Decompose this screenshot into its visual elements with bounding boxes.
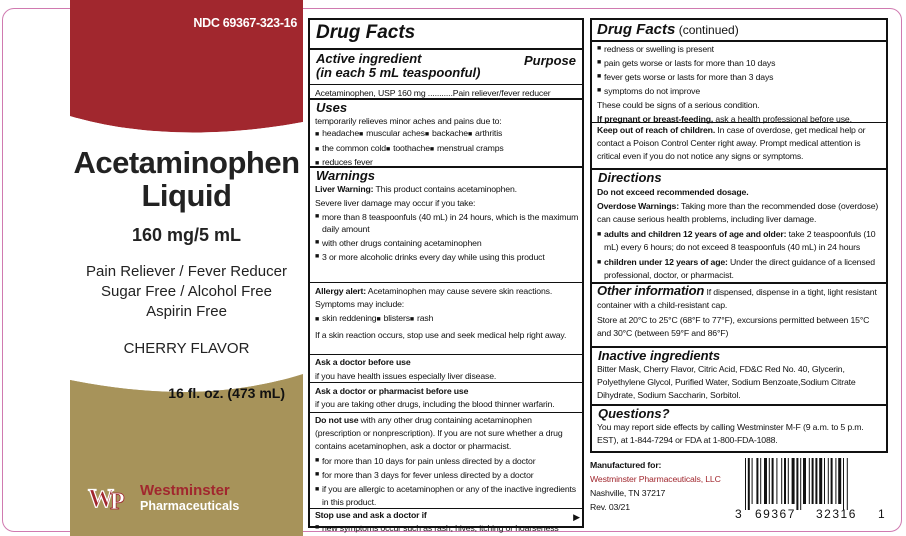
- barcode-bar: [769, 458, 770, 504]
- uses-item: ■ muscular aches: [359, 128, 425, 138]
- barcode-bar: [847, 458, 848, 510]
- product-name-line2: Liquid: [141, 178, 232, 213]
- symptom-item: ■ rash: [410, 313, 433, 323]
- uses-item: ■ menstrual cramps: [430, 143, 504, 153]
- brand-subname: Pharmaceuticals: [140, 499, 240, 513]
- adults-label: adults and children 12 years of age and older:: [604, 229, 787, 239]
- barcode-last-digit: 1: [878, 507, 885, 521]
- allergy-label: Allergy alert:: [315, 286, 367, 296]
- uses-intro: temporarily relieves minor aches and pains due to:: [315, 116, 502, 126]
- uses-item: ■ backache: [425, 128, 468, 138]
- barcode-bar: [812, 458, 814, 504]
- stop-use-item: ■ new symptoms occur such as rash, hives, itching or hoarseness: [310, 522, 582, 534]
- flavor: CHERRY FLAVOR: [123, 340, 250, 357]
- drug-facts-panel: [308, 18, 584, 533]
- barcode-bar: [764, 458, 767, 504]
- active-ingredient-line: Acetaminophen, USP 160 mg ...........Pain reliever/fever reducer: [310, 84, 582, 99]
- svg-text:W: W: [88, 484, 114, 513]
- manufacturer-info: [590, 459, 730, 513]
- brand-name: Westminster: [140, 482, 230, 499]
- keep-out-text: In case of overdose, get medical help or contact a Poison Control Center right away. Prompt medical attention is critical even if you do not notice any signs or symptoms.: [597, 125, 866, 161]
- continued-title: [592, 21, 739, 39]
- directions-heading: Directions: [598, 170, 662, 185]
- allergy-stop: If a skin reaction occurs, stop use and seek medical help right away.: [315, 330, 567, 340]
- product-name-line1: Acetaminophen: [73, 145, 300, 180]
- liver-warning-text: This product contains acetaminophen.: [373, 184, 517, 194]
- uses-section: [310, 98, 582, 168]
- barcode-bar: [815, 458, 817, 504]
- pregnant-text: ask a health professional before use.: [713, 114, 852, 124]
- liver-warning: [310, 183, 582, 195]
- barcode-bar: [809, 458, 810, 504]
- barcode-bar: [748, 458, 750, 510]
- upc-barcode: [735, 458, 885, 524]
- liver-item: ■ more than 8 teaspoonfuls (40 mL) in 24 hours, which is the maximum daily amount: [310, 211, 582, 235]
- symptom-item: ■ blisters: [377, 313, 410, 323]
- claim-pain-fever: Pain Reliever / Fever Reducer: [86, 263, 287, 280]
- continued-title-suffix: (continued): [675, 23, 739, 37]
- keep-out-warning: [592, 123, 886, 163]
- adults-dosage: [592, 228, 886, 254]
- do-not-use-section: [310, 412, 582, 508]
- principal-display-panel: [70, 0, 303, 536]
- ask-doctor-text: if you have health issues especially liver disease.: [315, 371, 497, 381]
- keep-out-section: [592, 122, 886, 168]
- do-not-use-item: ■ if you are allergic to acetaminophen or any of the inactive ingredients in this product.: [310, 483, 582, 509]
- cont-item: ■ pain gets worse or lasts for more than 10 days: [592, 57, 886, 69]
- symptom-item: ■ skin reddening: [315, 313, 377, 323]
- active-heading-line2: (in each 5 mL teaspoonful): [316, 65, 481, 80]
- net-volume: 16 fl. oz. (473 mL): [168, 385, 285, 401]
- active-ingredient-section: [310, 48, 582, 100]
- manufacturer-heading: Manufactured for:: [590, 460, 662, 470]
- other-heading: Other information: [597, 283, 705, 298]
- other-text-1: If dispensed, dispense in a tight, light resistant container with a child-resistant cap.: [597, 287, 877, 310]
- allergy-alert: [310, 283, 582, 297]
- other-information-section: [592, 282, 886, 346]
- no-exceed: Do not exceed recommended dosage.: [597, 187, 749, 197]
- liver-intro: Severe liver damage may occur if you take:: [315, 198, 476, 208]
- uses-item: ■ reduces fever: [315, 157, 373, 167]
- other-information: [592, 284, 886, 312]
- cont-item: ■ fever gets worse or lasts for more than 3 days: [592, 71, 886, 83]
- overdose-text: Taking more than the recommended dose (overdose) can cause serious health problems, including liver damage.: [597, 201, 879, 224]
- liver-item: ■ 3 or more alcoholic drinks every day while using this product: [310, 251, 582, 263]
- overdose-warning: [592, 200, 886, 226]
- uses-item: ■ arthritis: [468, 128, 502, 138]
- product-claims: [70, 262, 303, 322]
- ndc-number: NDC 69367-323-16: [193, 16, 297, 30]
- stop-use-section: [310, 508, 582, 533]
- do-not-use-text: with any other drug containing acetaminophen (prescription or nonprescription). If you are not sure whether a drug contains acetaminophen, ask a doctor or pharmacist.: [315, 415, 563, 451]
- claim-sugar-alcohol: Sugar Free / Alcohol Free: [101, 283, 272, 300]
- barcode-first-digit: 3: [735, 507, 742, 521]
- drug-facts-title: Drug Facts: [316, 22, 416, 43]
- stop-use-heading: Stop use and ask a doctor if: [315, 510, 427, 520]
- barcode-bar: [756, 458, 758, 504]
- liver-item: ■ with other drugs containing acetaminophen: [310, 237, 582, 249]
- claim-aspirin: Aspirin Free: [146, 303, 227, 320]
- ask-pharmacist-section: [310, 382, 582, 412]
- purpose-heading: Purpose: [523, 53, 576, 68]
- barcode-bar: [835, 458, 836, 504]
- ask-doctor-section: [310, 354, 582, 382]
- adults-text: take 2 teaspoonfuls (10 mL) every 6 hours; do not exceed 8 teaspoonfuls (40 mL) in 24 hours: [604, 229, 876, 252]
- inactive-text: Bitter Mask, Cherry Flavor, Citric Acid, FD&C Red No. 40, Glycerin, Polyethylene Glycol, Purified Water, Sodium Benzoate,Sodium Citrate Dihydrate, Sodium Saccharin, Sorbitol.: [597, 364, 856, 400]
- continue-arrow-icon: ▶: [573, 512, 580, 522]
- liver-warning-label: Liver Warning:: [315, 184, 374, 194]
- continued-title-main: Drug Facts: [597, 21, 676, 38]
- barcode-bar: [800, 458, 801, 510]
- warnings-section: [310, 166, 582, 282]
- do-not-use-item: ■ for more than 10 days for pain unless directed by a doctor: [310, 455, 582, 467]
- ask-pharmacist-text: if you are taking other drugs, including the blood thinner warfarin.: [315, 399, 555, 409]
- manufacturer-name: Westminster Pharmaceuticals, LLC: [590, 474, 721, 484]
- barcode-bar: [828, 458, 829, 504]
- questions-heading: Questions?: [598, 406, 670, 421]
- active-heading-line1: Active ingredient: [316, 51, 422, 66]
- symptoms-list: [310, 312, 582, 326]
- inactive-ingredients-section: [592, 346, 886, 404]
- barcode-bar: [784, 458, 786, 504]
- cont-item: ■ symptoms do not improve: [592, 85, 886, 97]
- svg-text:P: P: [110, 489, 125, 514]
- barcode-bars-icon: [735, 458, 885, 510]
- barcode-bar: [819, 458, 822, 504]
- barcode-bar: [831, 458, 833, 504]
- uses-item: ■ the common cold: [315, 143, 386, 153]
- barcode-bar: [760, 458, 761, 504]
- westminster-logo: [86, 480, 286, 516]
- continued-stop-use-section: [592, 40, 886, 124]
- red-wave-shape: [70, 98, 303, 138]
- barcode-right-group: 32316: [816, 507, 857, 521]
- children-label: children under 12 years of age:: [604, 257, 728, 267]
- wp-logo-icon: [86, 480, 136, 514]
- uses-heading: Uses: [316, 100, 348, 115]
- serious-condition: These could be signs of a serious condition.: [597, 100, 760, 110]
- barcode-bar: [745, 458, 746, 510]
- pregnant-label: If pregnant or breast-feeding,: [597, 114, 714, 124]
- barcode-bar: [824, 458, 825, 504]
- barcode-bar: [792, 458, 795, 504]
- barcode-bar: [843, 458, 844, 510]
- uses-list: [310, 127, 582, 171]
- overdose-label: Overdose Warnings:: [597, 201, 679, 211]
- manufacturer-city: Nashville, TN 37217: [590, 488, 666, 498]
- warnings-heading: Warnings: [316, 168, 375, 183]
- symptoms-intro: Symptoms may include:: [315, 299, 405, 309]
- ask-pharmacist-heading: Ask a doctor or pharmacist before use: [315, 386, 469, 396]
- cont-item: ■ redness or swelling is present: [592, 43, 886, 55]
- uses-item: ■ headache: [315, 128, 359, 138]
- directions-section: [592, 168, 886, 282]
- barcode-bar: [788, 458, 789, 504]
- allergy-section: [310, 282, 582, 354]
- children-text: Under the direct guidance of a licensed professional, doctor, or pharmacist.: [604, 257, 875, 280]
- inactive-heading: Inactive ingredients: [598, 348, 721, 363]
- drug-facts-continued-panel: [590, 18, 888, 453]
- barcode-bar: [781, 458, 782, 504]
- barcode-bar: [772, 458, 774, 504]
- revision: Rev. 03/21: [590, 502, 630, 512]
- children-dosage: [592, 256, 886, 282]
- product-name: [70, 146, 303, 212]
- strength: 160 mg/5 mL: [131, 225, 242, 245]
- barcode-bar: [803, 458, 806, 504]
- do-not-use-item: ■ for more than 3 days for fever unless directed by a doctor: [310, 469, 582, 481]
- questions-section: [592, 404, 886, 451]
- do-not-use-label: Do not use: [315, 415, 359, 425]
- uses-item: ■ toothache: [386, 143, 430, 153]
- ask-doctor-heading: Ask a doctor before use: [315, 357, 411, 367]
- barcode-left-group: 69367: [755, 507, 796, 521]
- allergy-text: Acetaminophen may cause severe skin reactions.: [366, 286, 553, 296]
- barcode-bar: [796, 458, 798, 510]
- barcode-bar: [838, 458, 841, 504]
- do-not-use: [310, 413, 582, 453]
- other-storage: Store at 20°C to 25°C (68°F to 77°F), excursions permitted between 15°C and 30°C (between 59°F and 86°F): [597, 315, 870, 338]
- barcode-bar: [752, 458, 753, 504]
- barcode-bar: [776, 458, 777, 504]
- keep-out-label: Keep out of reach of children.: [597, 125, 716, 135]
- questions-text: You may report side effects by calling Westminster M-F (9 a.m. to 5 p.m. EST), at 1-844-7294 or FDA at 1-800-FDA-1088.: [597, 422, 864, 445]
